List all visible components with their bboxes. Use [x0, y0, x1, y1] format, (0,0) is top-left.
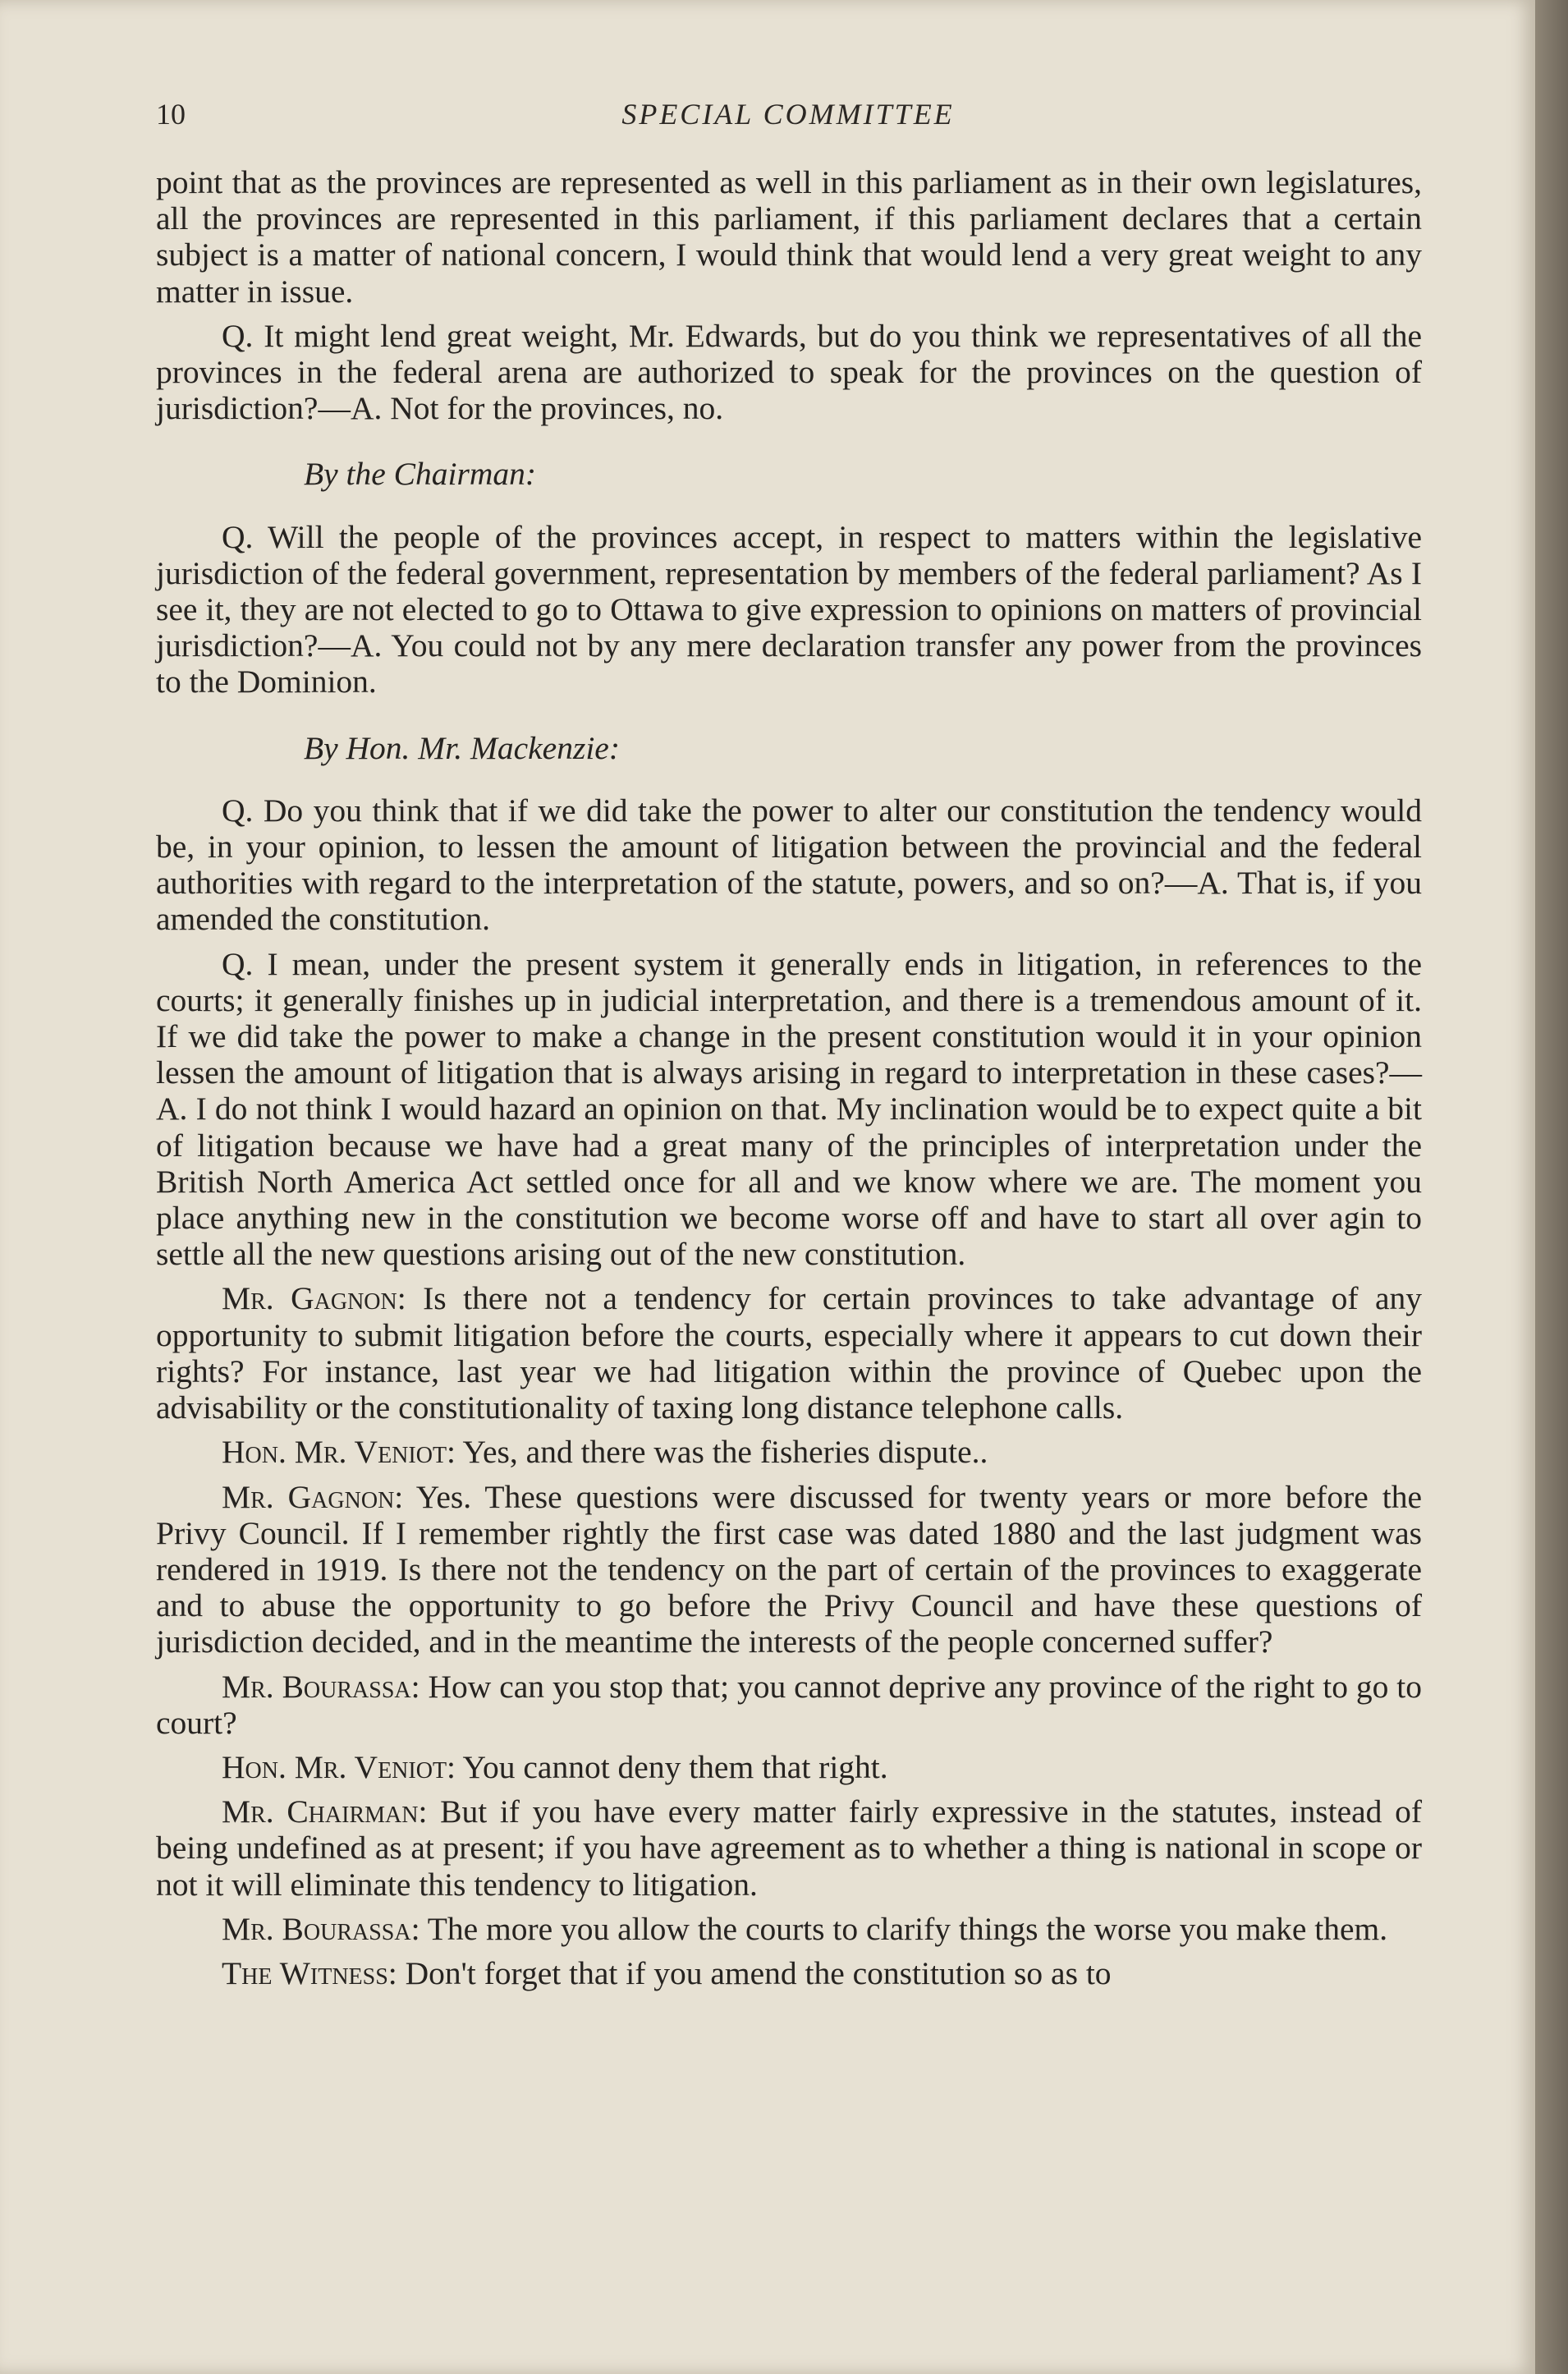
speaker-paragraph: Hon. Mr. Veniot: You cannot deny them that right. [222, 1748, 888, 1785]
speaker-name: The Witness: [222, 1954, 397, 1991]
speaker-name: Hon. Mr. Veniot: [222, 1434, 456, 1471]
speaker-paragraph: Hon. Mr. Veniot: Yes, and there was the fisheries dispute.. [222, 1434, 988, 1471]
paragraph: Q. It might lend great weight, Mr. Edwards, but do you think we representatives of all the provinces in the federal arena are authorized to speak for the provinces on the question of jurisdiction?—A. Not for the provinces, no. [156, 317, 1422, 427]
page-body [156, 164, 1422, 2000]
speaker-name: Mr. Bourassa: [222, 1910, 420, 1947]
speaker-paragraph: Mr. Bourassa: How can you stop that; you cannot deprive any province of the right to go to court? [156, 1668, 1422, 1741]
speaker-paragraph: Mr. Gagnon: Yes. These questions were discussed for twenty years or more before the Privy Council. If I remember rightly the first case was dated 1880 and the last judgment was rendered in 1919. Is there not the tendency on the part of certain of the provinces to exaggerate and to abuse the opportunity to go before the Privy Council and have these questions of jurisdiction decided, and in the meantime the interests of the people concerned suffer? [156, 1478, 1423, 1660]
speaker-name: Hon. Mr. Veniot: [222, 1748, 456, 1785]
paragraph: point that as the provinces are represented as well in this parliament as in their own legislatures, all the provinces are represented in this parliament, if this parliament declares that a certain subject is a matter of national concern, I would think that would lend a very great weight to any matter in issue. [156, 164, 1422, 310]
speaker-paragraph: Mr. Gagnon: Is there not a tendency for certain provinces to take advantage of any opportunity to submit litigation before the courts, especially where it appears to cut down their rights? For instance, last year we had litigation within the province of Quebec upon the advisability or the constitutionality of taxing long distance telephone calls. [156, 1280, 1422, 1426]
paragraph: Q. Do you think that if we did take the power to alter our constitution the tendency would be, in your opinion, to lessen the amount of litigation between the provincial and the federal authorities with regard to the interpretation of the statute, powers, and so on?—A. That is, if you amended the constitution. [156, 792, 1422, 938]
speaker-name: Mr. Gagnon: [222, 1280, 406, 1317]
speaker-paragraph: The Witness: Don't forget that if you amend the constitution so as to [222, 1954, 1112, 1991]
speaker-paragraph: Mr. Bourassa: The more you allow the courts to clarify things the worse you make them. [222, 1910, 1388, 1947]
running-title: SPECIAL COMMITTEE [621, 98, 955, 131]
speaker-paragraph: Mr. Chairman: But if you have every matter fairly expressive in the statutes, instead of being undefined as at present; if you have agreement as to whether a thing is national in scope or not it will eliminate this tendency to litigation. [156, 1793, 1422, 1903]
speaker-name: Mr. Gagnon: [222, 1478, 404, 1515]
page-number: 10 [156, 98, 186, 131]
page-header [156, 92, 1420, 141]
examiner-heading: By the Chairman: [304, 456, 537, 493]
paragraph: Q. Will the people of the provinces accept, in respect to matters within the legislative jurisdiction of the federal government, representation by members of the federal parliament? As I see it, they are not elected to go to Ottawa to give expression to opinions on matters of provincial jurisdiction?—A. You could not by any mere declaration transfer any power from the provinces to the Dominion. [156, 518, 1422, 700]
paragraph: Q. I mean, under the present system it generally ends in litigation, in references to the courts; it generally finishes up in judicial interpretation, and there is a tremendous amount of it. If we did take the power to make a change in the present constitution would it in your opinion lessen the amount of litigation that is always arising in regard to interpretation in these cases?—A. I do not think I would hazard an opinion on that. My inclination would be to expect quite a bit of litigation because we have had a great many of the principles of interpretation under the British North America Act settled once for all and we know where we are. The moment you place anything new in the constitution we become worse off and have to start all over agin to settle all the new questions arising out of the new constitution. [156, 945, 1422, 1273]
examiner-heading: By Hon. Mr. Mackenzie: [304, 729, 620, 766]
page-edge [1535, 0, 1568, 2374]
speaker-name: Mr. Chairman: [222, 1793, 428, 1830]
speaker-name: Mr. Bourassa: [222, 1668, 420, 1705]
